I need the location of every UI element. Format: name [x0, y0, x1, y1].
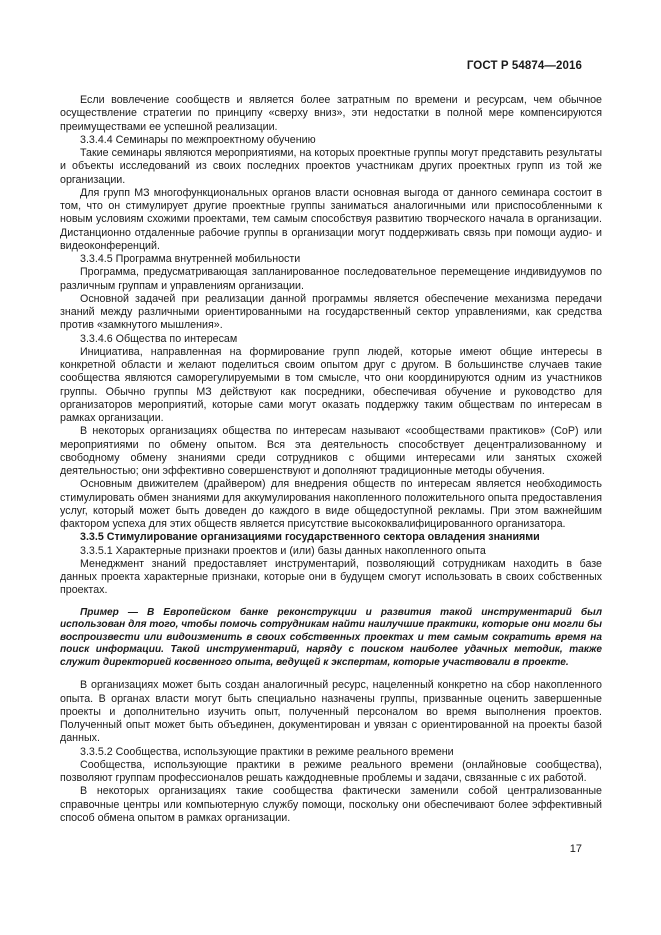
paragraph: В некоторых организациях такие сообщества фактически заменили собой централизованные справочные центры или компьютерную службу помощи, поскольку они обеспечивают более эффективный способ обмена опытом в рамках организации.: [60, 785, 602, 824]
page-number: 17: [569, 843, 582, 855]
paragraph: Для групп МЗ многофункциональных органов власти основная выгода от данного семинара состоит в том, что он стимулирует другие проектные группы заниматься аналогичными или приспособленными к новым условиям схожими проектами, тем самым способствуя развитию творческого начала в организации. Дистанционно отдаленные рабочие группы в организации могут поддерживать связь при помощи аудио- и видеоконференций.: [60, 186, 602, 252]
paragraph: Программа, предусматривающая запланированное последовательное перемещение индивидуумов по различным группам и управлениям организации.: [60, 266, 602, 292]
standard-number: ГОСТ Р 54874—2016: [466, 60, 582, 72]
body-text: [60, 94, 602, 825]
section-heading: 3.3.4.5 Программа внутренней мобильности: [80, 253, 301, 265]
paragraph: Если вовлечение сообществ и является более затратным по времени и ресурсам, чем обычное осуществление стратегии по принципу «сверху вниз», эти недостатки в полной мере компенсируются преимуществами ее успешной реализации.: [60, 94, 602, 133]
section-heading: 3.3.4.6 Общества по интересам: [80, 332, 238, 345]
paragraph: В некоторых организациях общества по интересам называют «сообществами практиков» (CoP) или мероприятиями по обмену опытом. Вся эта деятельность способствует децентрализованному и свободному обмену знаниями среди сотрудников с общими интересами или занятых схожей деятельностью; они эффективно совершенствуют и дополняют традиционные методы обучения.: [60, 425, 602, 477]
paragraph: Инициатива, направленная на формирование групп людей, которые имеют общие интересы в конкретной области и желают поделиться своим опытом друг с другом. В большинстве случаев такие сообщества являются саморегулируемыми в том смысле, что они координируются одним из участников группы. Обычно группы МЗ действуют как посредники, обеспечивая обучение и руководство для организаторов мероприятий, которые сами могут оказать поддержку таким обществам по интересам в рамках организации.: [60, 345, 602, 424]
paragraph: В организациях может быть создан аналогичный ресурс, нацеленный конкретно на сбор накопленного опыта. В органах власти могут быть специально назначены группы, призванные оценить завершенные проекты и дополнительно изучить опыт, полученный персоналом во время выполнения проектов. Полученный опыт может быть объединен, документирован и увязан с ориентированной на проекты базой данных.: [60, 679, 602, 745]
section-heading-bold: 3.3.5 Стимулирование организациями государственного сектора овладения знаниями: [80, 531, 540, 544]
paragraph: Такие семинары являются мероприятиями, на которых проектные группы могут представить результаты и объекты исследований из своих последних проектов участникам других проектных групп из той же организации.: [60, 147, 602, 186]
example-note: Пример — В Европейском банке реконструкции и развития такой инструментарий был использован для того, чтобы помочь сотрудникам найти наилучшие практики, которые они могли бы воспроизвести или видоизменить в своих собственных проектах и тем самым сократить время на поиск информации. Такой инструментарий, наряду с поиском наиболее удачных методик, также служит директорией косвенного опыта, ведущей к экспертам, которые участвовали в проекте.: [60, 606, 602, 668]
section-heading: 3.3.5.2 Сообщества, использующие практики в режиме реального времени: [80, 745, 454, 758]
section-heading: 3.3.5.1 Характерные признаки проектов и (или) базы данных накопленного опыта: [80, 544, 486, 557]
paragraph: Менеджмент знаний предоставляет инструментарий, позволяющий сотрудникам находить в базе данных проекта характерные признаки, которые они в будущем смогут использовать в своих собственных проектах.: [60, 557, 602, 597]
paragraph: Сообщества, использующие практики в режиме реального времени (онлайновые сообщества), позволяют группам профессионалов решать каждодневные проблемы и задачи, связанные с их работой.: [60, 758, 602, 785]
paragraph: Основным движителем (драйвером) для внедрения обществ по интересам является необходимость стимулировать обмен знаниями для аккумулирования накопленного положительного опыта предоставления услуг, который может быть доведен до каждого в виде общедоступной рекламы. При этом важнейшим фактором успеха для этих обществ является присутствие высококвалифицированного организатора.: [60, 478, 602, 530]
paragraph: Основной задачей при реализации данной программы является обеспечение механизма передачи знаний между различными ориентированными на государственный сектор управлениями, как средства против «замкнутого мышления».: [60, 292, 602, 332]
section-heading: 3.3.4.4 Семинары по межпроектному обучению: [80, 133, 316, 146]
